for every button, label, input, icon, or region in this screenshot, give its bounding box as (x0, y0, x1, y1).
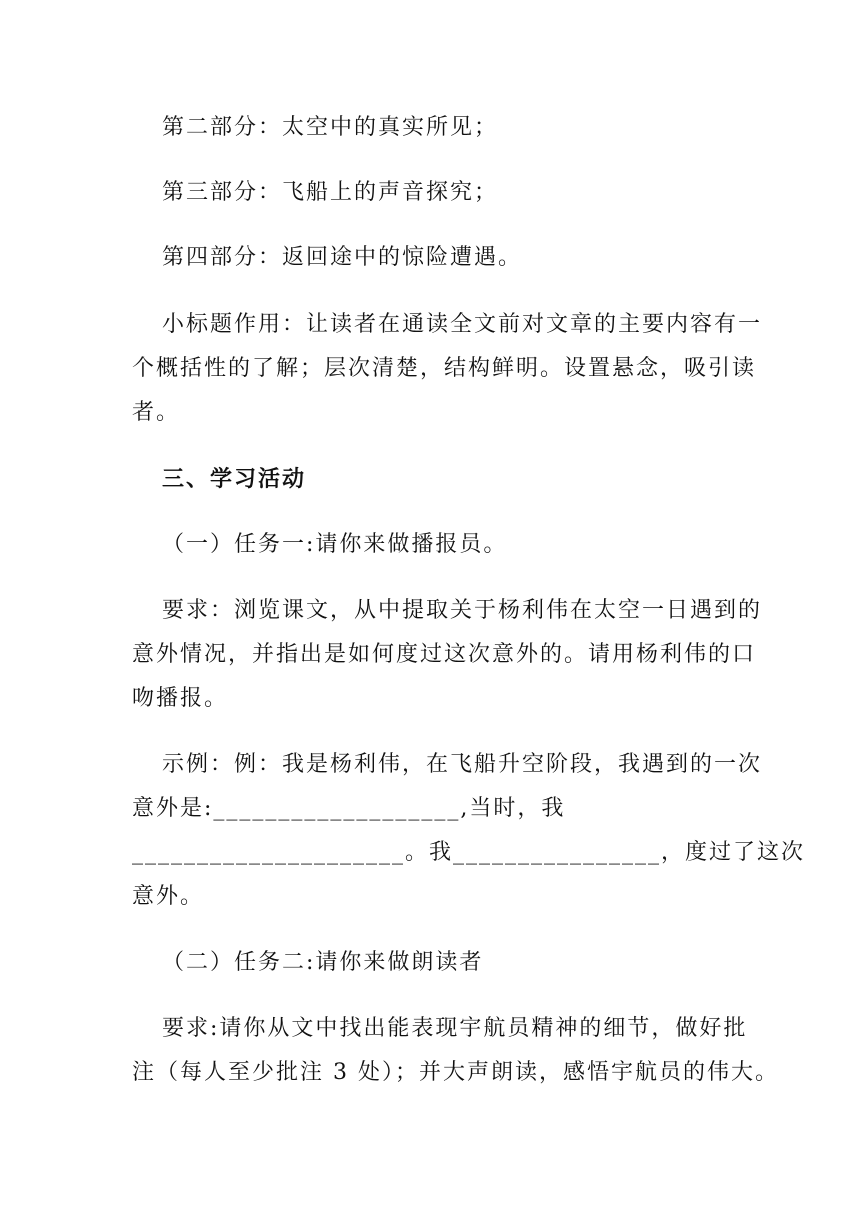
task1-example-line-2: 意外是:___________________,当时，我 (132, 796, 566, 821)
task1-requirement-line-3: 吻播报。 (132, 686, 229, 711)
task2-requirement-line-2: 注（每人至少批注 3 处）；并大声朗读，感悟宇航员的伟大。 (132, 1060, 779, 1085)
section3-heading: 三、学习活动 (162, 466, 307, 492)
task1-requirement-line-1: 要求：浏览课文，从中提取关于杨利伟在太空一日遇到的 (162, 598, 763, 623)
task1-example-line-3: _____________________。我________________，度过了这次 (132, 840, 806, 865)
task1-example-line-1: 示例：例：我是杨利伟，在飞船升空阶段，我遇到的一次 (162, 752, 763, 777)
subtitle-role-line-3: 者。 (132, 400, 181, 425)
subtitle-role-line-2: 个概括性的了解；层次清楚，结构鲜明。设置悬念，吸引读 (132, 356, 757, 381)
task2-requirement-line-1: 要求:请你从文中找出能表现宇航员精神的细节，做好批 (162, 1016, 748, 1041)
part4-text: 第四部分：返回途中的惊险遭遇。 (162, 245, 523, 270)
task1-requirement-line-2: 意外情况，并指出是如何度过这次意外的。请用杨利伟的口 (132, 642, 757, 667)
part3-text: 第三部分：飞船上的声音探究； (162, 180, 499, 205)
part2-text: 第二部分：太空中的真实所见； (162, 115, 499, 140)
task1-example-line-4: 意外。 (132, 884, 205, 909)
subtitle-role-line-1: 小标题作用：让读者在通读全文前对文章的主要内容有一 (162, 312, 763, 337)
task1-heading: （一）任务一:请你来做播报员。 (162, 532, 508, 557)
task2-heading: （二）任务二:请你来做朗读者 (162, 950, 484, 975)
